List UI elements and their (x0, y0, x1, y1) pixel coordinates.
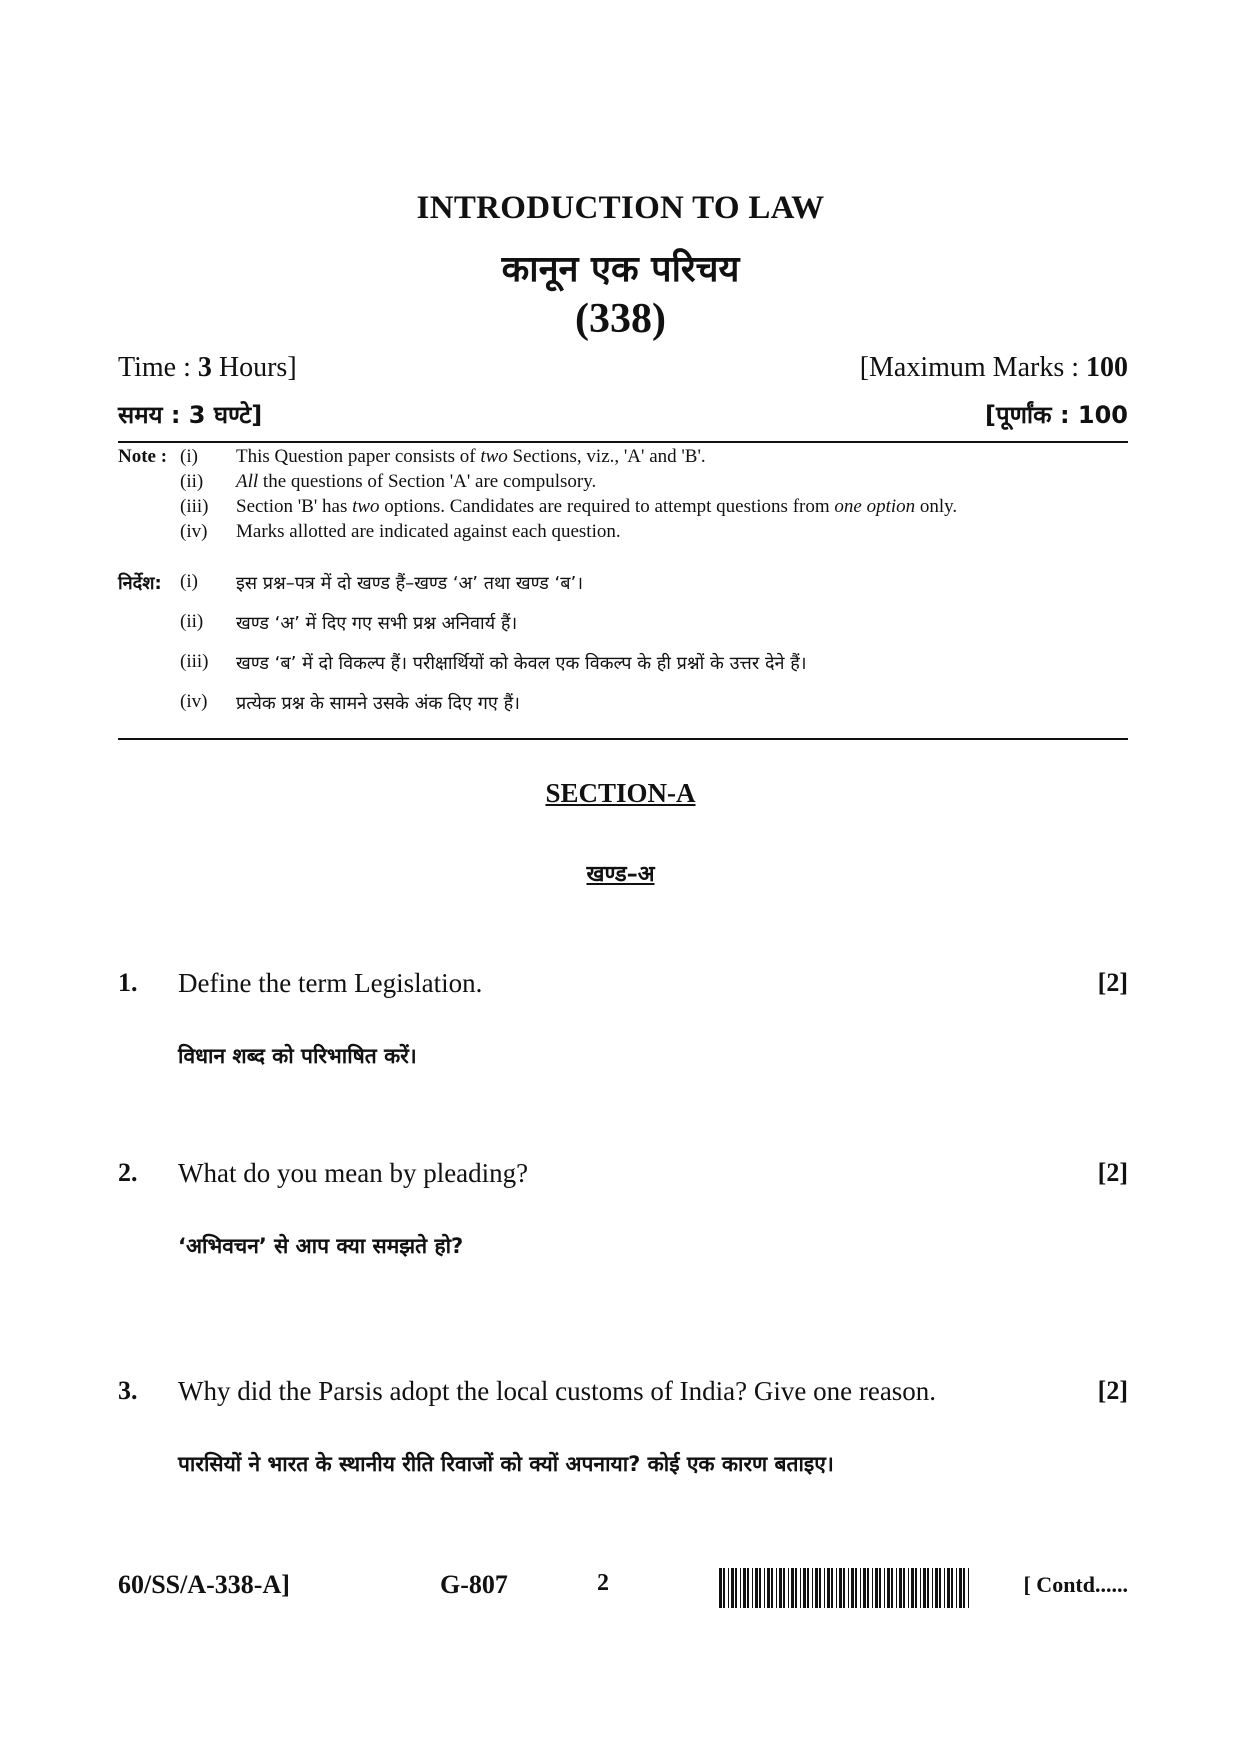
question-text-english: Why did the Parsis adopt the local customs of India? Give one reason. (178, 1376, 937, 1406)
note-text: Marks allotted are indicated against each question. (236, 521, 621, 542)
question-text-english: What do you mean by pleading? (178, 1158, 529, 1188)
hindi-note-text: इस प्रश्न–पत्र में दो खण्ड हैं–खण्ड ‘अ’ तथा खण्ड ‘ब’। (236, 573, 584, 594)
note-number: (iii) (180, 496, 209, 517)
maximum-marks-hindi: [पूर्णांक : 100 (984, 401, 1128, 429)
question-text-english: Define the term Legislation. (178, 968, 483, 998)
continued-label: [ Contd...... (1023, 1572, 1128, 1597)
question-marks: [2] (1097, 1376, 1128, 1405)
time-allowed-english: Time : 3 Hours] (118, 352, 297, 383)
question-number: 3. (118, 1376, 138, 1405)
question-number: 1. (118, 968, 138, 997)
question-number: 2. (118, 1158, 138, 1187)
series-code: G-807 (440, 1570, 508, 1599)
hindi-note-label: निर्देश: (118, 573, 162, 594)
hindi-note-text: खण्ड ‘ब’ में दो विकल्प हैं। परीक्षार्थियों को केवल एक विकल्प के ही प्रश्नों के उत्तर देने हैं। (236, 653, 807, 674)
barcode-icon (718, 1568, 971, 1608)
question-marks: [2] (1097, 968, 1128, 997)
maximum-marks-english: [Maximum Marks : 100 (859, 352, 1128, 383)
note-text: This Question paper consists of two Sections, viz., 'A' and 'B'. (236, 446, 706, 467)
note-number: (ii) (180, 471, 204, 492)
note-text: Section 'B' has two options. Candidates are required to attempt questions from one option only. (236, 496, 958, 517)
time-allowed-hindi: समय : 3 घण्टे] (118, 401, 263, 429)
hindi-note-text: प्रत्येक प्रश्न के सामने उसके अंक दिए गए हैं। (236, 693, 520, 714)
note-number: (iii) (180, 651, 209, 672)
paper-title-hindi: कानून एक परिचय (501, 249, 740, 290)
note-number: (i) (180, 446, 198, 467)
note-number: (iv) (180, 691, 208, 712)
section-heading-hindi: खण्ड–अ (586, 862, 655, 887)
hindi-note-text: खण्ड ‘अ’ में दिए गए सभी प्रश्न अनिवार्य हैं। (236, 613, 518, 634)
paper-title-english: INTRODUCTION TO LAW (416, 190, 825, 226)
section-heading-english: SECTION-A (545, 778, 696, 808)
question-text-hindi: पारसियों ने भारत के स्थानीय रीति रिवाजों को क्यों अपनाया? कोई एक कारण बताइए। (178, 1452, 834, 1476)
page-number: 2 (597, 1570, 609, 1596)
note-number: (i) (180, 571, 198, 592)
paper-code: 60/SS/A-338-A] (118, 1570, 290, 1599)
note-number: (ii) (180, 611, 204, 632)
question-text-hindi: ‘अभिवचन’ से आप क्या समझते हो? (178, 1234, 464, 1258)
header-divider (118, 441, 1128, 443)
note-text: All the questions of Section 'A' are compulsory. (236, 471, 597, 492)
note-number: (iv) (180, 521, 208, 542)
question-marks: [2] (1097, 1158, 1128, 1187)
subject-code: (338) (575, 296, 666, 342)
question-text-hindi: विधान शब्द को परिभाषित करें। (178, 1044, 417, 1068)
notes-divider (118, 738, 1128, 740)
note-label: Note : (118, 446, 168, 467)
